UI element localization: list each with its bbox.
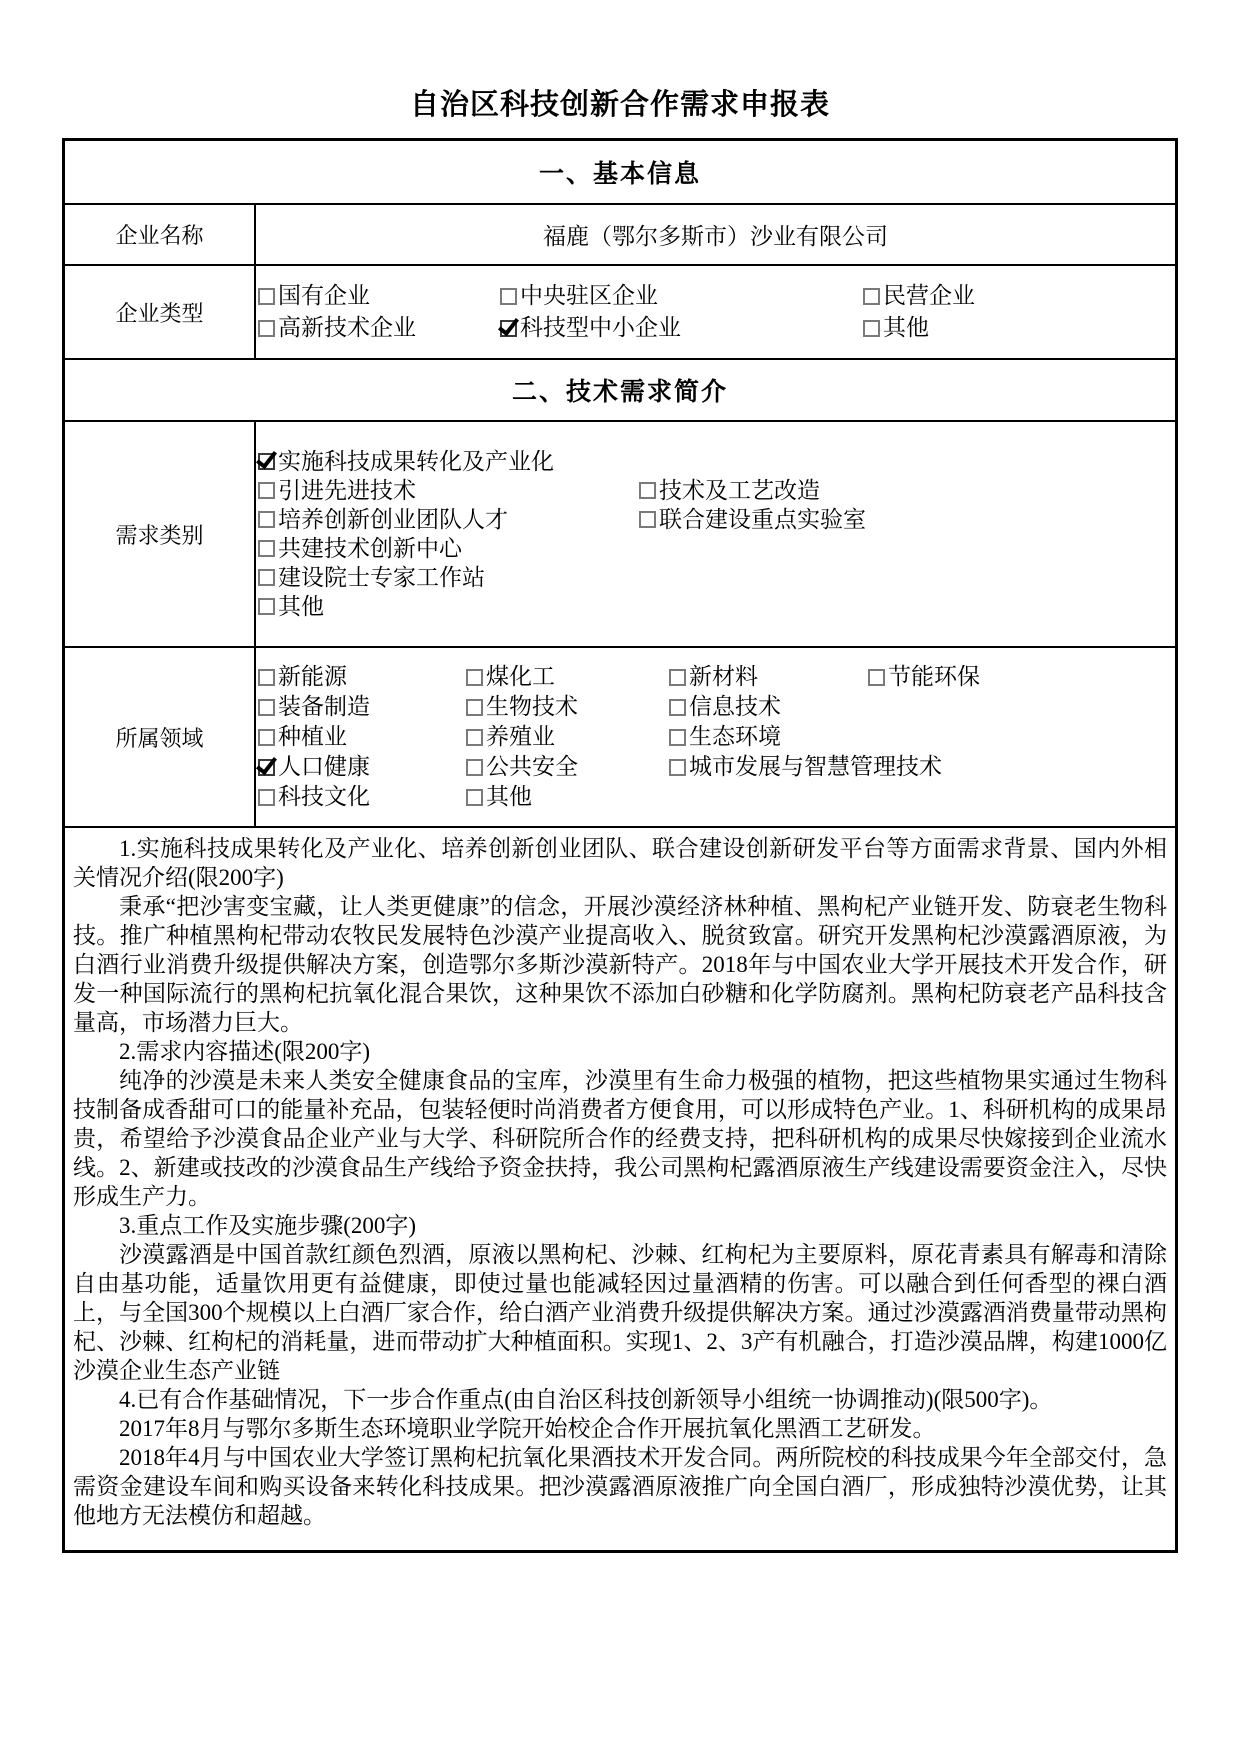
checkbox-unchecked-icon	[669, 729, 686, 746]
checkbox-option	[258, 534, 462, 563]
checkbox-checked-icon	[500, 320, 517, 337]
checkbox-option	[258, 476, 639, 505]
checkbox-row	[258, 505, 1175, 534]
checkbox-row	[258, 280, 1175, 312]
checkbox-option-label: 共建技术创新中心	[278, 536, 462, 561]
check-mark-icon	[256, 752, 277, 775]
description-paragraph-6: 沙漠露酒是中国首款红颜色烈酒，原液以黑枸杞、沙棘、红枸杞为主要原料，原花青素具有解毒和清除自由基功能，适量饮用更有益健康，即使过量也能减轻因过量酒精的伤害。可以融合到任何香型的裸白酒上，与全国300个规模以上白酒厂家合作，给白酒产业消费升级提供解决方案。通过沙漠露酒消费量带动黑枸杞、沙棘、红枸杞的消耗量，进而带动扩大种植面积。实现1、2、3产有机融合，打造沙漠品牌，构建1000亿沙漠企业生态产业链	[73, 1242, 1168, 1383]
checkbox-unchecked-icon	[500, 288, 517, 305]
company-type-options	[256, 266, 1175, 358]
checkbox-unchecked-icon	[669, 669, 686, 686]
field-row	[65, 648, 1175, 828]
checkbox-unchecked-icon	[639, 482, 656, 499]
checkbox-option	[258, 592, 324, 621]
checkbox-option	[669, 692, 781, 722]
checkbox-unchecked-icon	[258, 482, 275, 499]
checkbox-option	[466, 722, 669, 752]
checkbox-option-label: 种植业	[278, 724, 347, 749]
checkbox-option-label: 其他	[883, 315, 929, 340]
checkbox-option	[639, 505, 866, 534]
checkbox-option	[258, 447, 554, 476]
checkbox-option-label: 装备制造	[278, 694, 370, 719]
checkbox-unchecked-icon	[258, 598, 275, 615]
checkbox-option-label: 技术及工艺改造	[659, 478, 820, 503]
company-name-row	[65, 205, 1175, 266]
checkbox-option	[669, 722, 781, 752]
checkbox-row	[258, 534, 1175, 563]
checkbox-option	[258, 692, 466, 722]
checkbox-unchecked-icon	[669, 759, 686, 776]
checkbox-row	[258, 782, 1175, 812]
checkbox-option	[863, 312, 929, 344]
checkbox-unchecked-icon	[868, 669, 885, 686]
company-name-label: 企业名称	[65, 205, 256, 264]
checkbox-unchecked-icon	[258, 789, 275, 806]
section-basic-info-header-text: 一、基本信息	[538, 161, 701, 188]
checkbox-option	[466, 662, 669, 692]
section-tech-demand-header	[65, 360, 1175, 422]
checkbox-option	[863, 280, 975, 312]
checkbox-option-label: 引进先进技术	[278, 478, 416, 503]
checkbox-unchecked-icon	[466, 699, 483, 716]
checkbox-option-label: 煤化工	[486, 664, 555, 689]
checkbox-row	[258, 312, 1175, 344]
description-paragraph-9: 2018年4月与中国农业大学签订黑枸杞抗氧化果酒技术开发合同。两所院校的科技成果今年全部交付，急需资金建设车间和购买设备来转化科技成果。把沙漠露酒原液推广向全国白酒厂，形成独特沙漠优势，让其他地方无法模仿和超越。	[73, 1445, 1167, 1528]
checkbox-option-label: 节能环保	[888, 664, 980, 689]
checkbox-option-label: 其他	[486, 784, 532, 809]
checkbox-option	[258, 312, 500, 344]
checkbox-option-label: 生态环境	[689, 724, 781, 749]
checkbox-option-label: 培养创新创业团队人才	[278, 507, 508, 532]
checkbox-unchecked-icon	[466, 789, 483, 806]
checkbox-option-label: 养殖业	[486, 724, 555, 749]
description-paragraph-2: 秉承“把沙害变宝藏，让人类更健康”的信念，开展沙漠经济林种植、黑枸杞产业链开发、防衰老生物科技。推广种植黑枸杞带动农牧民发展特色沙漠产业提高收入、脱贫致富。研究开发黑枸杞沙漠露酒原液，为白酒行业消费升级提供解决方案，创造鄂尔多斯沙漠新特产。2018年与中国农业大学开展技术开发合作，研发一种国际流行的黑枸杞抗氧化混合果饮，这种果饮不添加白砂糖和化学防腐剂。黑枸杞防衰老产品科技含量高，市场潜力巨大。	[73, 894, 1167, 1035]
checkbox-row	[258, 662, 1175, 692]
checkbox-option-label: 生物技术	[486, 694, 578, 719]
checkbox-option-label: 城市发展与智慧管理技术	[689, 754, 942, 779]
checkbox-unchecked-icon	[258, 669, 275, 686]
checkbox-option-label: 其他	[278, 594, 324, 619]
checkbox-option	[639, 476, 820, 505]
checkbox-option	[669, 662, 868, 692]
description-cell	[65, 828, 1175, 1550]
check-mark-icon	[498, 313, 519, 336]
description-paragraph-5: 3.重点工作及实施步骤(200字)	[119, 1213, 417, 1238]
checkbox-option	[500, 280, 863, 312]
application-form-table	[62, 138, 1178, 1553]
checkbox-option	[466, 692, 669, 722]
checkbox-option	[258, 752, 466, 782]
checkbox-unchecked-icon	[258, 699, 275, 716]
company-type-label: 企业类型	[65, 266, 256, 358]
checkbox-option-label: 实施科技成果转化及产业化	[278, 449, 554, 474]
description-paragraph-4: 纯净的沙漠是未来人类安全健康食品的宝库，沙漠里有生命力极强的植物，把这些植物果实通过生物科技制备成香甜可口的能量补充品，包装轻便时尚消费者方便食用，可以形成特色产业。1、科研机构的成果昂贵，希望给予沙漠食品企业产业与大学、科研院所合作的经费支持，把科研机构的成果尽快嫁接到企业流水线。2、新建或技改的沙漠食品生产线给予资金扶持，我公司黑枸杞露酒原液生产线建设需要资金注入，尽快形成生产力。	[73, 1068, 1167, 1209]
checkbox-row	[258, 692, 1175, 722]
checkbox-unchecked-icon	[258, 320, 275, 337]
checkbox-row	[258, 563, 1175, 592]
checkbox-unchecked-icon	[669, 699, 686, 716]
demand-category-label: 需求类别	[65, 422, 256, 646]
checkbox-unchecked-icon	[863, 320, 880, 337]
checkbox-option	[669, 752, 942, 782]
checkbox-option-label: 人口健康	[278, 754, 370, 779]
checkbox-option-label: 中央驻区企业	[520, 283, 658, 308]
checkbox-option	[258, 563, 485, 592]
checkbox-unchecked-icon	[466, 759, 483, 776]
description-paragraph-8: 2017年8月与鄂尔多斯生态环境职业学院开始校企合作开展抗氧化黑酒工艺研发。	[119, 1416, 936, 1441]
section-tech-demand-header-text: 二、技术需求简介	[511, 379, 728, 406]
checkbox-option-label: 科技型中小企业	[520, 315, 681, 340]
checkbox-unchecked-icon	[863, 288, 880, 305]
checkbox-option-label: 联合建设重点实验室	[659, 507, 866, 532]
field-label: 所属领域	[65, 648, 256, 826]
checkbox-checked-icon	[258, 759, 275, 776]
checkbox-option	[868, 662, 980, 692]
checkbox-option-label: 公共安全	[486, 754, 578, 779]
checkbox-option	[500, 312, 863, 344]
checkbox-option-label: 高新技术企业	[278, 315, 416, 340]
checkbox-unchecked-icon	[639, 511, 656, 528]
checkbox-option	[466, 782, 532, 812]
checkbox-option-label: 民营企业	[883, 283, 975, 308]
check-mark-icon	[256, 447, 277, 470]
checkbox-option-label: 建设院士专家工作站	[278, 565, 485, 590]
section-basic-info-header	[65, 141, 1175, 205]
demand-category-options	[256, 422, 1175, 646]
checkbox-row	[258, 447, 1175, 476]
checkbox-option-label: 国有企业	[278, 283, 370, 308]
checkbox-option	[258, 280, 500, 312]
checkbox-option	[466, 752, 669, 782]
checkbox-option-label: 科技文化	[278, 784, 370, 809]
checkbox-unchecked-icon	[258, 569, 275, 586]
company-type-row	[65, 266, 1175, 360]
checkbox-option-label: 信息技术	[689, 694, 781, 719]
checkbox-option	[258, 722, 466, 752]
checkbox-unchecked-icon	[258, 540, 275, 557]
checkbox-option	[258, 662, 466, 692]
checkbox-option-label: 新能源	[278, 664, 347, 689]
checkbox-unchecked-icon	[258, 511, 275, 528]
checkbox-option-label: 新材料	[689, 664, 758, 689]
demand-category-row	[65, 422, 1175, 648]
checkbox-unchecked-icon	[258, 729, 275, 746]
checkbox-checked-icon	[258, 453, 275, 470]
description-paragraph-7: 4.已有合作基础情况，下一步合作重点(由自治区科技创新领导小组统一协调推动)(限500字)。	[119, 1387, 1053, 1412]
company-name-value: 福鹿（鄂尔多斯市）沙业有限公司	[543, 224, 888, 249]
checkbox-row	[258, 476, 1175, 505]
company-name-value-cell	[256, 205, 1175, 264]
checkbox-unchecked-icon	[466, 669, 483, 686]
field-options	[256, 648, 1175, 826]
checkbox-option	[258, 782, 466, 812]
checkbox-unchecked-icon	[258, 288, 275, 305]
description-paragraph-1: 1.实施科技成果转化及产业化、培养创新创业团队、联合建设创新研发平台等方面需求背景、国内外相关情况介绍(限200字)	[73, 836, 1167, 890]
checkbox-row	[258, 752, 1175, 782]
description-paragraph-3: 2.需求内容描述(限200字)	[119, 1039, 371, 1064]
document-title: 自治区科技创新合作需求申报表	[409, 89, 830, 121]
checkbox-option	[258, 505, 639, 534]
checkbox-unchecked-icon	[466, 729, 483, 746]
checkbox-row	[258, 592, 1175, 621]
checkbox-row	[258, 722, 1175, 752]
